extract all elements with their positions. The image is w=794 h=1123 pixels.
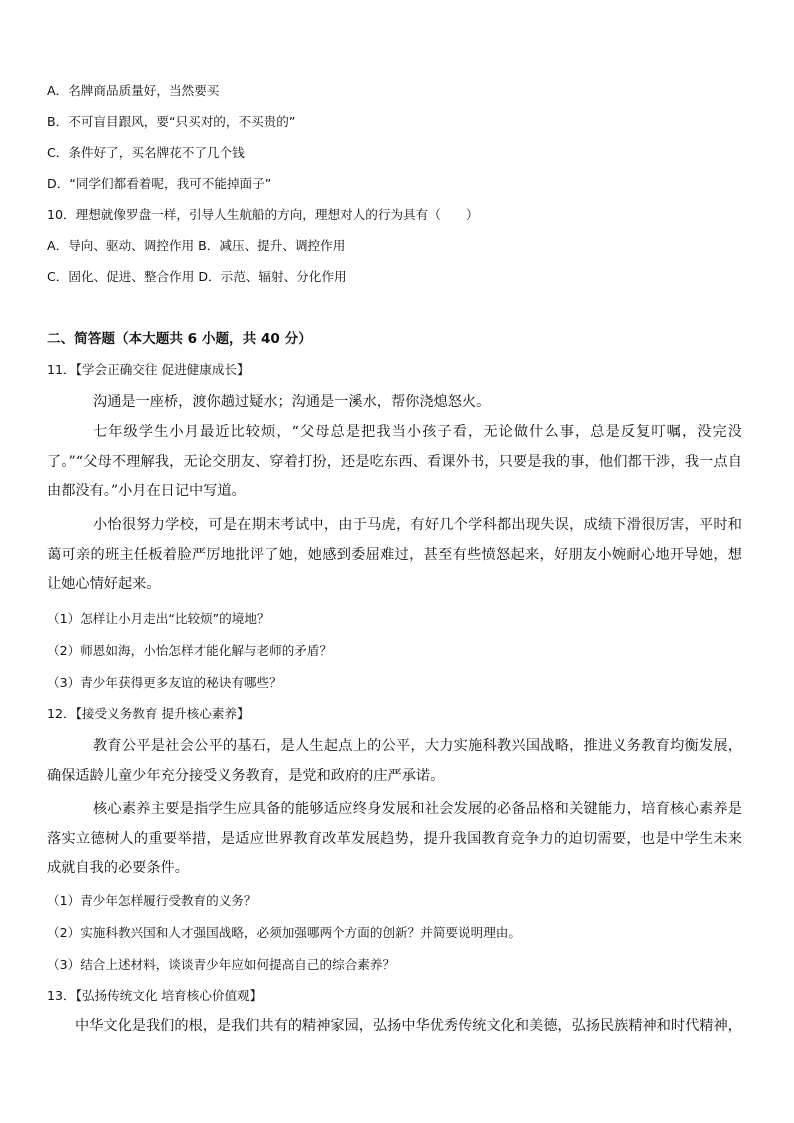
q13-paragraph-1: 中华文化是我们的根，是我们共有的精神家园，弘扬中华优秀传统文化和美德，弘扬民族精神和时代精神， xyxy=(75,1018,742,1034)
q9-option-b: B．不可盲目跟风，要“只买对的，不买贵的” xyxy=(47,114,296,129)
q12-title: 12．【接受义务教育 提升核心素养】 xyxy=(47,706,250,721)
q11-paragraph-2: 七年级学生小月最近比较烦，“父母总是把我当小孩子看，无论做什么事，总是反复叮嘱，没完没了。”“父母不理解我，无论交朋友、穿着打扮，还是吃东西、看课外书，只要是我的事，他们都干涉，我一点自由都没有。”小月在日记中写道。 xyxy=(47,424,742,499)
q12-question-2: （2）实施科教兴国和人才强国战略，必须加强哪两个方面的创新？并简要说明理由。 xyxy=(47,925,521,940)
q9-option-a: A．名牌商品质量好，当然要买 xyxy=(47,83,220,98)
q11-question-1: （1）怎样让小月走出“比较烦”的境地？ xyxy=(47,611,270,626)
q11-paragraph-1: 沟通是一座桥，渡你趟过疑水；沟通是一溪水，帮你浇熄怒火。 xyxy=(93,394,491,410)
q11-question-2: （2）师恩如海，小怡怎样才能化解与老师的矛盾？ xyxy=(47,643,333,658)
section-heading: 二、简答题（本大题共 6 小题，共 40 分） xyxy=(47,331,312,347)
q12-question-1: （1）青少年怎样履行受教育的义务？ xyxy=(47,893,257,908)
q12-paragraph-1: 教育公平是社会公平的基石，是人生起点上的公平，大力实施科教兴国战略，推进义务教育均衡发展，确保适龄儿童少年充分接受义务教育，是党和政府的庄严承诺。 xyxy=(47,738,742,784)
q9-option-d: D．“同学们都看着呢，我可不能掉面子” xyxy=(47,176,272,191)
q11-question-3: （3）青少年获得更多友谊的秘诀有哪些？ xyxy=(47,675,282,690)
q12-paragraph-2: 核心素养主要是指学生应具备的能够适应终身发展和社会发展的必备品格和关键能力，培育核心素养是落实立德树人的重要举措，是适应世界教育改革发展趋势，提升我国教育竞争力的迫切需要，也是中学生未来成就自我的必要条件。 xyxy=(47,801,742,876)
q10-option-ab: A．导向、驱动、调控作用 B．减压、提升、调控作用 xyxy=(47,238,346,253)
q10-stem: 10．理想就像罗盘一样，引导人生航船的方向，理想对人的行为具有（ ） xyxy=(47,207,479,222)
q13-title: 13．【弘扬传统文化 培育核心价值观】 xyxy=(47,988,263,1003)
q10-option-cd: C．固化、促进、整合作用 D．示范、辐射、分化作用 xyxy=(47,269,347,284)
q11-title: 11．【学会正确交往 促进健康成长】 xyxy=(47,362,250,377)
q11-paragraph-3: 小怡很努力学校，可是在期末考试中，由于马虎，有好几个学科都出现失误，成绩下滑很厉害，平时和蔼可亲的班主任板着脸严厉地批评了她，她感到委屈难过，甚至有些愤怒起来，好朋友小婉耐心地开导她，想让她心情好起来。 xyxy=(47,517,742,592)
q12-question-3: （3）结合上述材料，谈谈青少年应如何提高自己的综合素养？ xyxy=(47,957,396,972)
q9-option-c: C．条件好了，买名牌花不了几个钱 xyxy=(47,145,245,160)
